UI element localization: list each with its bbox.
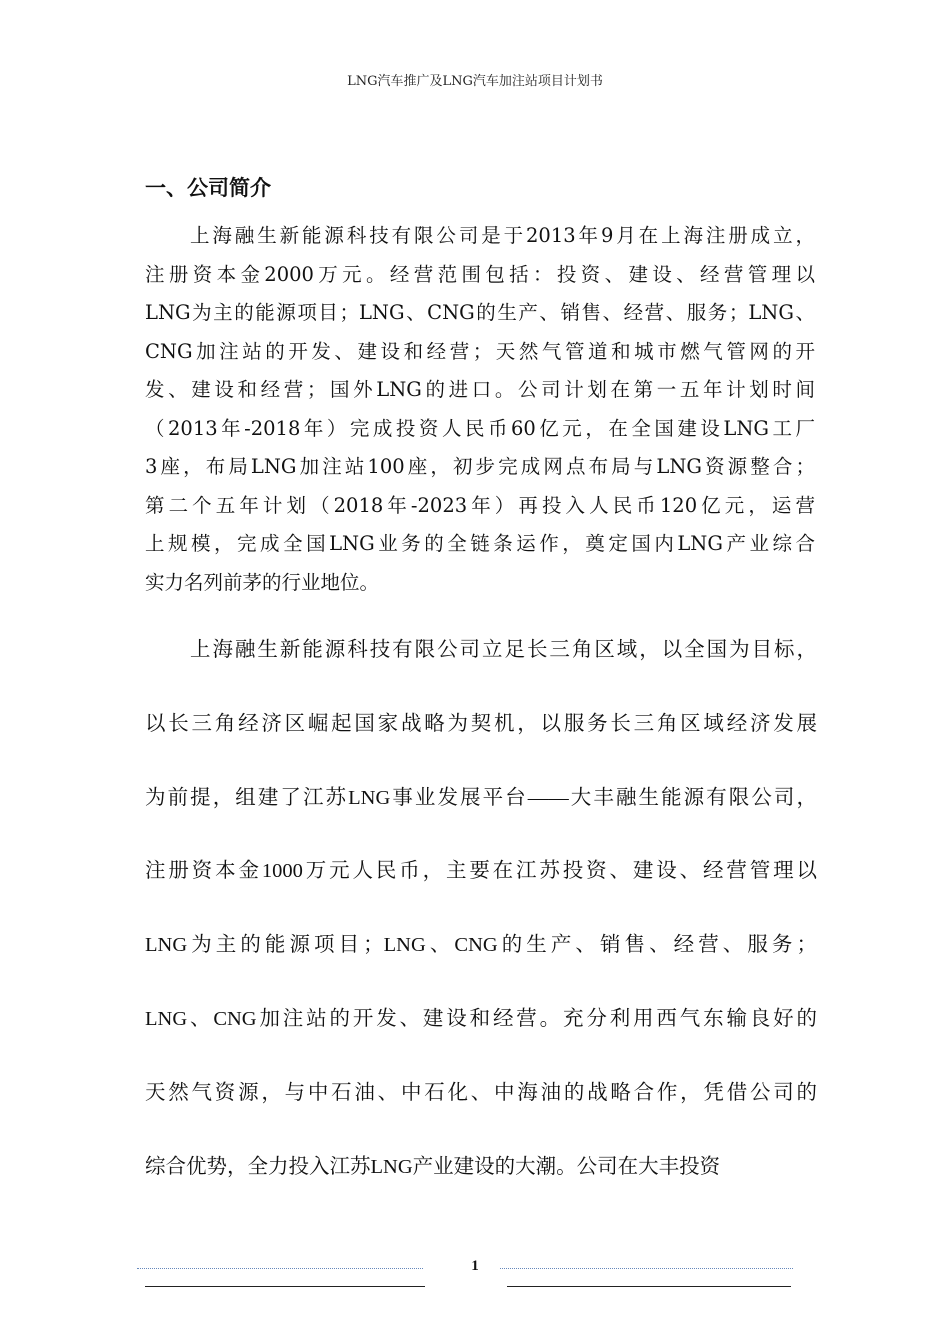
text-line: 天然气资源，与中石油、中石化、中海油的战略合作，凭借公司的	[145, 1081, 817, 1104]
text-line: 3座，布局LNG加注站100座，初步完成网点布局与LNG资源整合；	[145, 455, 815, 478]
text-line: CNG加注站的开发、建设和经营；天然气管道和城市燃气管网的开	[145, 339, 815, 363]
text-line: 实力名列前茅的行业地位。	[145, 570, 380, 594]
text-line: 注册资本金2000万元。经营范围包括：投资、建设、经营管理以	[145, 262, 815, 286]
text-line: 注册资本金1000万元人民币，主要在江苏投资、建设、经营管理以	[145, 860, 817, 883]
text-line: （2013年-2018年）完成投资人民币60亿元，在全国建设LNG工厂	[145, 416, 815, 440]
text-line: 综合优势，全力投入江苏LNG产业建设的大潮。公司在大丰投资	[145, 1155, 721, 1178]
text-line: 第二个五年计划（2018年-2023年）再投入人民币120亿元，运营	[145, 493, 815, 517]
text-line: LNG为主的能源项目；LNG、CNG的生产、销售、经营、服务；	[145, 934, 817, 957]
running-header: LNG汽车推广及LNG汽车加注站项目计划书	[347, 74, 603, 89]
footer-rule-right-bottom	[507, 1286, 791, 1287]
text-line: 为前提，组建了江苏LNG事业发展平台——大丰融生能源有限公司，	[145, 786, 817, 809]
text-line: 上海融生新能源科技有限公司立足长三角区域，以全国为目标，	[190, 639, 817, 661]
text-line: 上海融生新能源科技有限公司是于2013年9月在上海注册成立，	[190, 224, 815, 247]
text-line: 发、建设和经营；国外LNG的进口。公司计划在第一五年计划时间	[145, 378, 815, 401]
page-number: 1	[471, 1258, 479, 1274]
text-line: LNG、CNG加注站的开发、建设和经营。充分利用西气东输良好的	[145, 1007, 817, 1030]
footer-rule-left-bottom	[145, 1286, 425, 1287]
section-title: 一、公司简介	[145, 176, 271, 200]
paragraph-regional-platform	[145, 614, 817, 1204]
text-line: 以长三角经济区崛起国家战略为契机，以服务长三角区域经济发展	[145, 712, 817, 735]
text-line: 上规模，完成全国LNG业务的全链条运作，奠定国内LNG产业综合	[145, 532, 815, 555]
text-line: LNG为主的能源项目；LNG、CNG的生产、销售、经营、服务；LNG、	[145, 301, 815, 324]
page-footer	[0, 1258, 950, 1298]
paragraph-company-intro	[145, 217, 815, 602]
